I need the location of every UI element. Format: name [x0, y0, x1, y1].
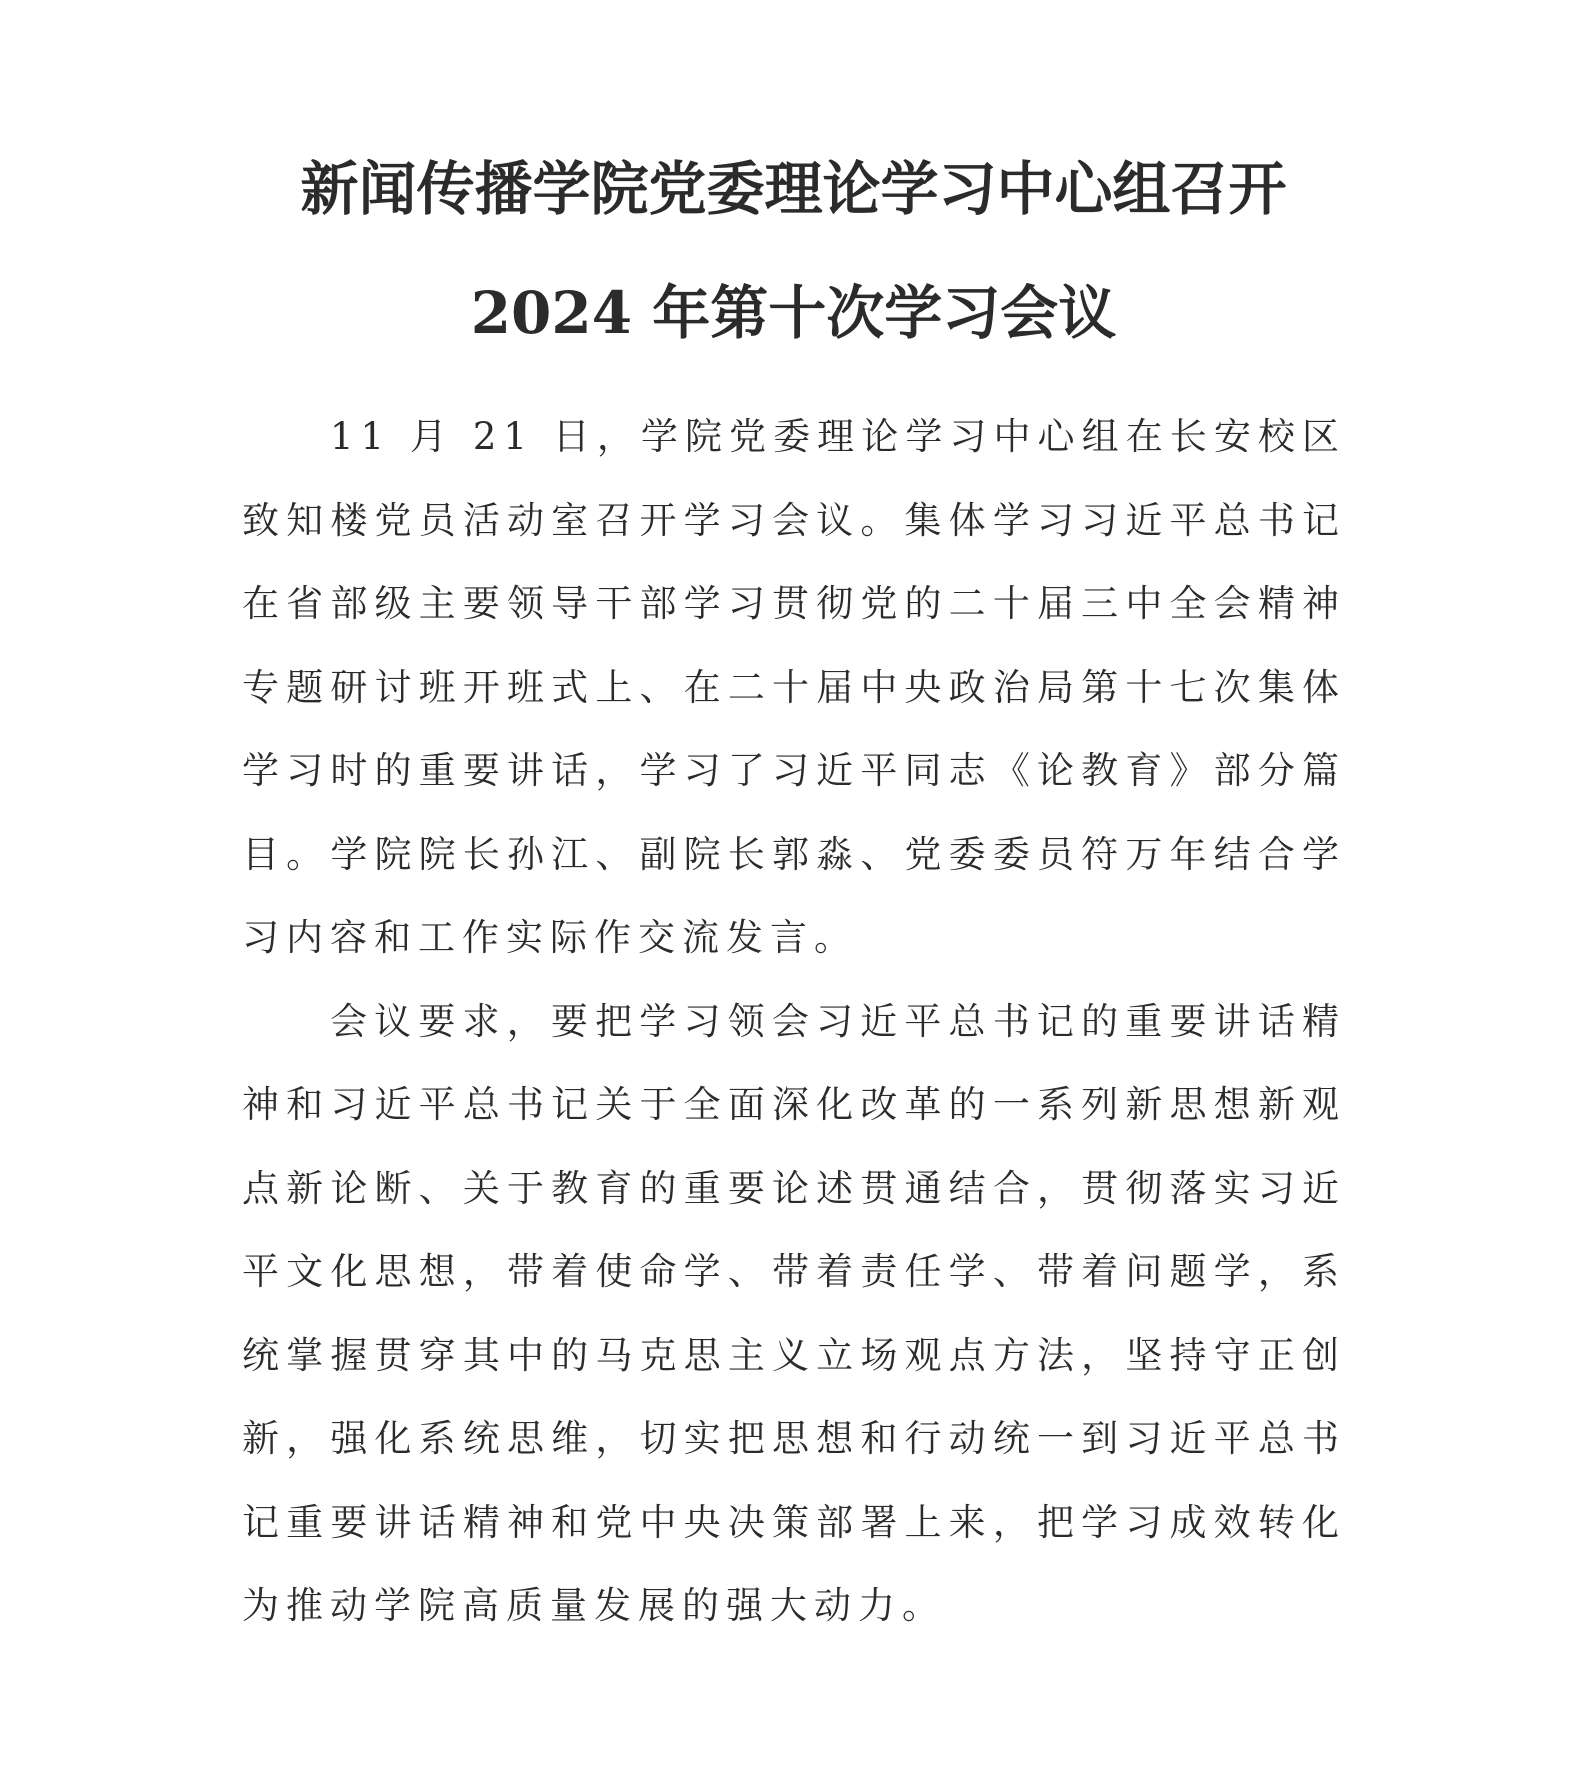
- document-title-line-2: 2024 年第十次学习会议: [470, 279, 1117, 347]
- paragraph-2: 会议要求，要把学习领会习近平总书记的重要讲话精神和习近平总书记关于全面深化改革的一系列新思想新观点新论断、关于教育的重要论述贯通结合，贯彻落实习近平文化思想，带着使命学、带着责任学、带着问题学，系统掌握贯穿其中的马克思主义立场观点方法，坚持守正创新，强化系统思维，切实把思想和行动统一到习近平总书记重要讲话精神和党中央决策部署上来，把学习成效转化为推动学院高质量发展的强大动力。: [242, 999, 1346, 1627]
- document-title-line-1: 新闻传播学院党委理论学习中心组召开: [300, 155, 1287, 223]
- document-body: [242, 395, 1346, 1648]
- paragraph-1: 11 月 21 日，学院党委理论学习中心组在长安校区致知楼党员活动室召开学习会议。集体学习习近平总书记在省部级主要领导干部学习贯彻党的二十届三中全会精神专题研讨班开班式上、在二十届中央政治局第十七次集体学习时的重要讲话，学习了习近平同志《论教育》部分篇目。学院院长孙江、副院长郭淼、党委委员符万年结合学习内容和工作实际作交流发言。: [242, 415, 1346, 959]
